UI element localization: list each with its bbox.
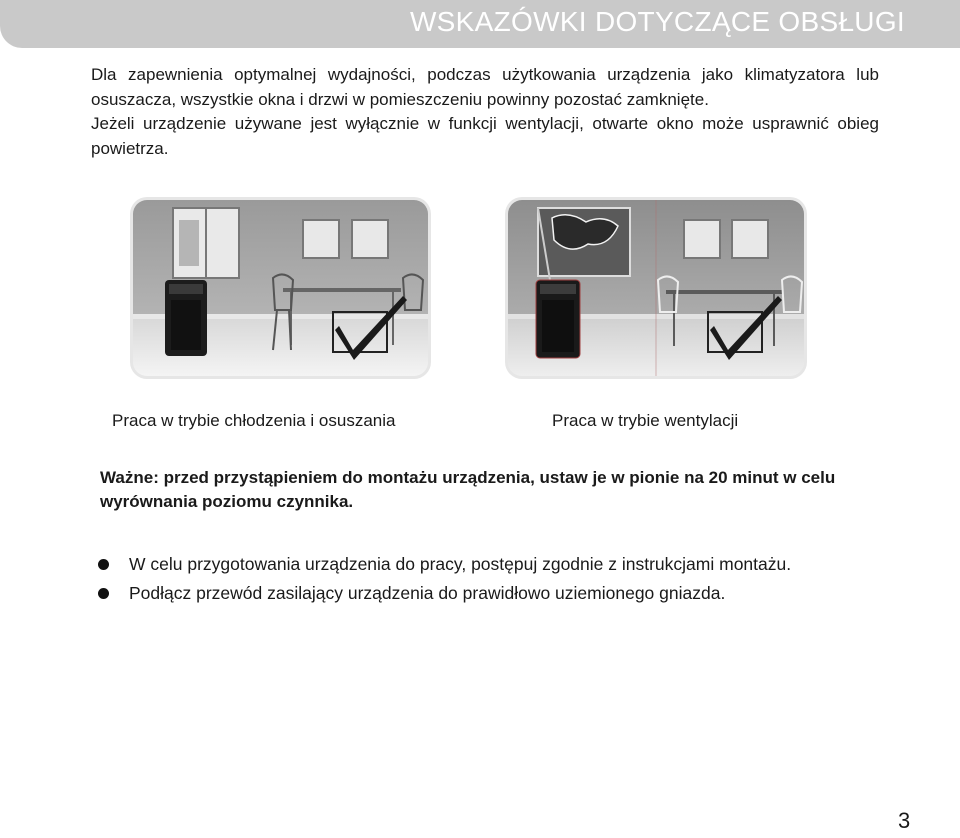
list-item bbox=[95, 579, 791, 608]
list-item bbox=[95, 550, 791, 579]
page-title: WSKAZÓWKI DOTYCZĄCE OBSŁUGI bbox=[409, 6, 905, 37]
important-warning: Ważne: przed przystąpieniem do montażu urządzenia, ustaw je w pionie na 20 minut w celu wyrównania poziomu czynnika. bbox=[100, 468, 836, 511]
bullet-dot-icon bbox=[98, 588, 109, 599]
intro-text bbox=[91, 63, 879, 161]
room-illustration-closed-window bbox=[133, 200, 428, 376]
list-item-text: Podłącz przewód zasilający urządzenia do prawidłowo uziemionego gniazda. bbox=[129, 583, 726, 603]
header-bar bbox=[0, 0, 960, 48]
page-number: 3 bbox=[898, 808, 911, 833]
caption-cooling-dehumidifying: Praca w trybie chłodzenia i osuszania bbox=[112, 411, 396, 430]
bullet-dot-icon bbox=[98, 559, 109, 570]
list-item-text: W celu przygotowania urządzenia do pracy, postępuj zgodnie z instrukcjami montażu. bbox=[129, 554, 792, 574]
room-illustration-open-window bbox=[508, 200, 804, 376]
caption-fan-mode: Praca w trybie wentylacji bbox=[552, 411, 739, 430]
instruction-list bbox=[95, 550, 791, 608]
intro-paragraph-fan-mode: Jeżeli urządzenie używane jest wyłącznie w funkcji wentylacji, otwarte okno może usprawnić obieg powietrza. bbox=[91, 114, 879, 158]
intro-paragraph-closed-windows: Dla zapewnienia optymalnej wydajności, podczas użytkowania urządzenia jako klimatyzatora lub osuszacza, wszystkie okna i drzwi w pomieszczeniu powinny pozostać zamknięte. bbox=[91, 65, 879, 109]
